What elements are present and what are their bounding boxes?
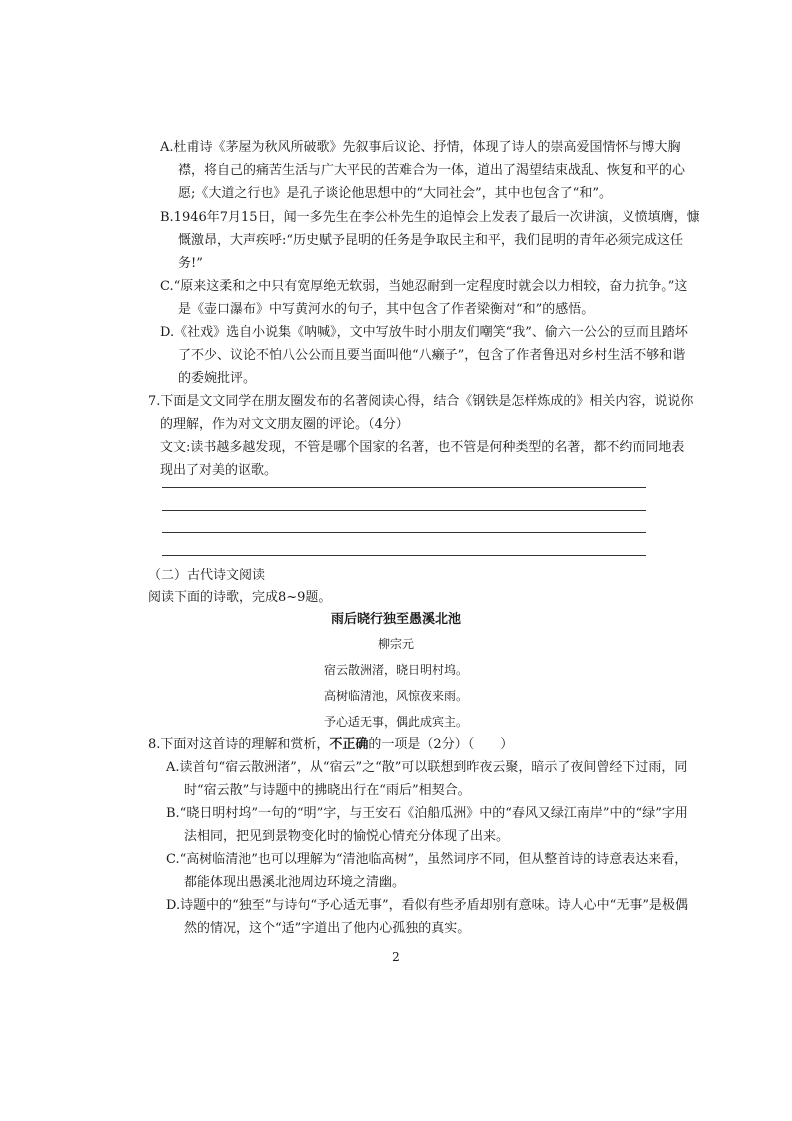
q6-option-c-line1: C.“原来这柔和之中只有宽厚绝无软弱，当她忍耐到一定程度时就会以力相较，奋力抗争。”这 bbox=[160, 279, 688, 294]
page-number: 2 bbox=[392, 950, 400, 964]
q8-stem bbox=[148, 733, 513, 756]
section-instruction: 阅读下面的诗歌，完成8~9题。 bbox=[148, 590, 332, 605]
q6-option-d-line1: D.《社戏》选自小说集《呐喊》，文中写放牛时小朋友们嘲笑“我”、偷六一公公的豆而且踏坏 bbox=[160, 325, 688, 340]
q8-option-a-line2: 时“宿云散”与诗题中的拂晓出行在“雨后”相契合。 bbox=[184, 783, 471, 798]
q6-option-d-line3: 的委婉批评。 bbox=[178, 371, 257, 386]
q6-option-d-line2: 了不少、议论不怕八公公而且要当面叫他“八癞子”，包含了作者鲁迅对乡村生活不够和谐 bbox=[178, 348, 686, 363]
poem-author: 柳宗元 bbox=[377, 637, 414, 651]
q6-option-a-line2: 襟，将自己的痛苦生活与广大平民的苦难合为一体，道出了渴望结束战乱、恢复和平的心 bbox=[178, 163, 686, 178]
answer-line-1[interactable] bbox=[162, 487, 646, 488]
q8-option-a-line1: A.读首句“宿云散洲渚”，从“宿云”之“散”可以联想到昨夜云聚，暗示了夜间曾经下过雨，同 bbox=[166, 760, 688, 775]
poem-title: 雨后晓行独至愚溪北池 bbox=[330, 612, 461, 627]
poem-line-3: 予心适无事，偶此成宾主。 bbox=[323, 715, 468, 729]
q6-option-c-line2: 是《壶口瀑布》中写黄河水的句子，其中包含了作者梁衡对“和”的感悟。 bbox=[178, 302, 595, 317]
q6-option-b-line3: 务!” bbox=[178, 256, 203, 271]
q8-option-c-line1: C.“高树临清池”也可以理解为“清池临高树”，虽然词序不同，但从整首诗的诗意表达来看， bbox=[166, 852, 688, 867]
poem-line-1: 宿云散洲渚，晓日明村坞。 bbox=[323, 663, 468, 677]
q8-stem-emphasis: 不正确 bbox=[329, 737, 369, 752]
q8-option-c-line2: 都能体现出愚溪北池周边环境之清幽。 bbox=[184, 875, 406, 890]
q6-option-b-line1: B.1946年7月15日，闻一多先生在李公朴先生的追悼会上发表了最后一次讲演，义愤填膺，慷 bbox=[160, 210, 700, 225]
q8-option-d-line2: 然的情况，这个“适”字道出了他内心孤独的真实。 bbox=[184, 921, 471, 936]
q8-stem-prefix: 8.下面对这首诗的理解和赏析， bbox=[148, 737, 330, 752]
q7-stem-line2: 的理解，作为对文文朋友圈的评论。（4分） bbox=[160, 417, 409, 432]
answer-line-4[interactable] bbox=[162, 555, 646, 556]
q8-option-b-line1: B.“晓日明村坞”一句的“明”字，与王安石《泊船瓜洲》中的“春风又绿江南岸”中的“绿”字用 bbox=[166, 806, 688, 821]
q8-option-b-line2: 法相同，把见到景物变化时的愉悦心情充分体现了出来。 bbox=[184, 829, 510, 844]
poem-line-2: 高树临清池，风惊夜来雨。 bbox=[323, 689, 468, 703]
q6-option-a-line1: A.杜甫诗《茅屋为秋风所破歌》先叙事后议论、抒情，体现了诗人的崇高爱国情怀与博大胸 bbox=[160, 140, 681, 155]
q7-stem-line1: 7.下面是文文同学在朋友圈发布的名著阅读心得，结合《钢铁是怎样炼成的》相关内容，说说你 bbox=[148, 394, 694, 409]
section-heading: （二）古代诗文阅读 bbox=[148, 568, 266, 583]
q8-stem-suffix: 的一项是（2分）（ ） bbox=[368, 737, 514, 752]
q7-quote-line2: 现出了对美的讴歌。 bbox=[160, 463, 278, 478]
answer-line-3[interactable] bbox=[162, 532, 646, 533]
q6-option-a-line3: 愿;《大道之行也》是孔子谈论他思想中的“大同社会”，其中也包含了“和”。 bbox=[178, 186, 612, 201]
answer-line-2[interactable] bbox=[162, 510, 646, 511]
q6-option-b-line2: 慨激昂，大声疾呼:“历史赋予昆明的任务是争取民主和平，我们昆明的青年必须完成这任 bbox=[178, 233, 684, 248]
q8-option-d-line1: D.诗题中的“独至”与诗句“予心适无事”，看似有些矛盾却别有意味。诗人心中“无事”是极偶 bbox=[166, 898, 688, 913]
q7-quote-line1: 文文:读书越多越发现，不管是哪个国家的名著，也不管是何种类型的名著，都不约而同地表 bbox=[160, 440, 685, 455]
